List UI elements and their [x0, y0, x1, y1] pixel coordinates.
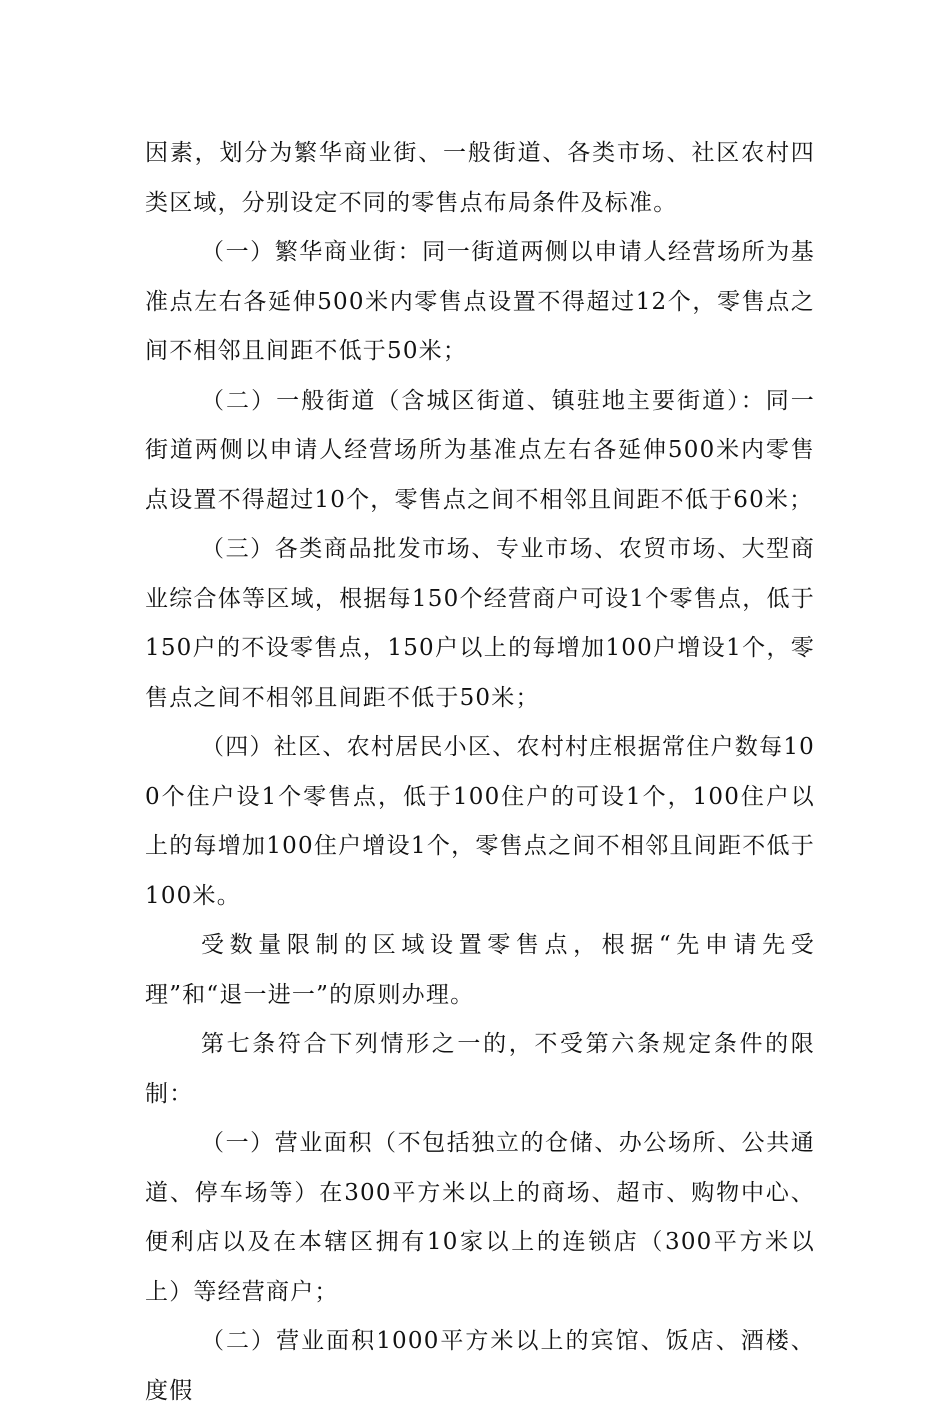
- paragraph-exception-one: （一）营业面积（不包括独立的仓储、办公场所、公共通道、停车场等）在300平方米以上的商场、超市、购物中心、便利店以及在本辖区拥有10家以上的连锁店（300平方米以上）等经营商户；: [145, 1130, 815, 1305]
- paragraph-community-rural: （四）社区、农村居民小区、农村村庄根据常住户数每100个住户设1个零售点，低于100住户的可设1个，100住户以上的每增加100住户增设1个，零售点之间不相邻且间距不低于100米。: [145, 734, 815, 909]
- paragraph-quantity-limit: 受数量限制的区域设置零售点，根据“先申请先受理”和“退一进一”的原则办理。: [145, 932, 815, 1008]
- document-page: [145, 129, 815, 1416]
- paragraph-markets: （三）各类商品批发市场、专业市场、农贸市场、大型商业综合体等区域，根据每150个经营商户可设1个零售点，低于150户的不设零售点，150户以上的每增加100户增设1个，零售点之间不相邻且间距不低于50米；: [145, 536, 815, 711]
- paragraph-general-street: （二）一般街道（含城区街道、镇驻地主要街道）：同一街道两侧以申请人经营场所为基准点左右各延伸500米内零售点设置不得超过10个，零售点之间不相邻且间距不低于60米；: [145, 387, 815, 513]
- paragraph-busy-commercial-street: （一）繁华商业街：同一街道两侧以申请人经营场所为基准点左右各延伸500米内零售点设置不得超过12个，零售点之间不相邻且间距不低于50米；: [145, 239, 815, 364]
- paragraph-exception-two: （二）营业面积1000平方米以上的宾馆、饭店、酒楼、度假: [145, 1328, 815, 1404]
- paragraph-article-seven: 第七条符合下列情形之一的，不受第六条规定条件的限制：: [145, 1031, 815, 1107]
- paragraph-continuation: 因素，划分为繁华商业街、一般街道、各类市场、社区农村四类区域，分别设定不同的零售点布局条件及标准。: [145, 140, 815, 216]
